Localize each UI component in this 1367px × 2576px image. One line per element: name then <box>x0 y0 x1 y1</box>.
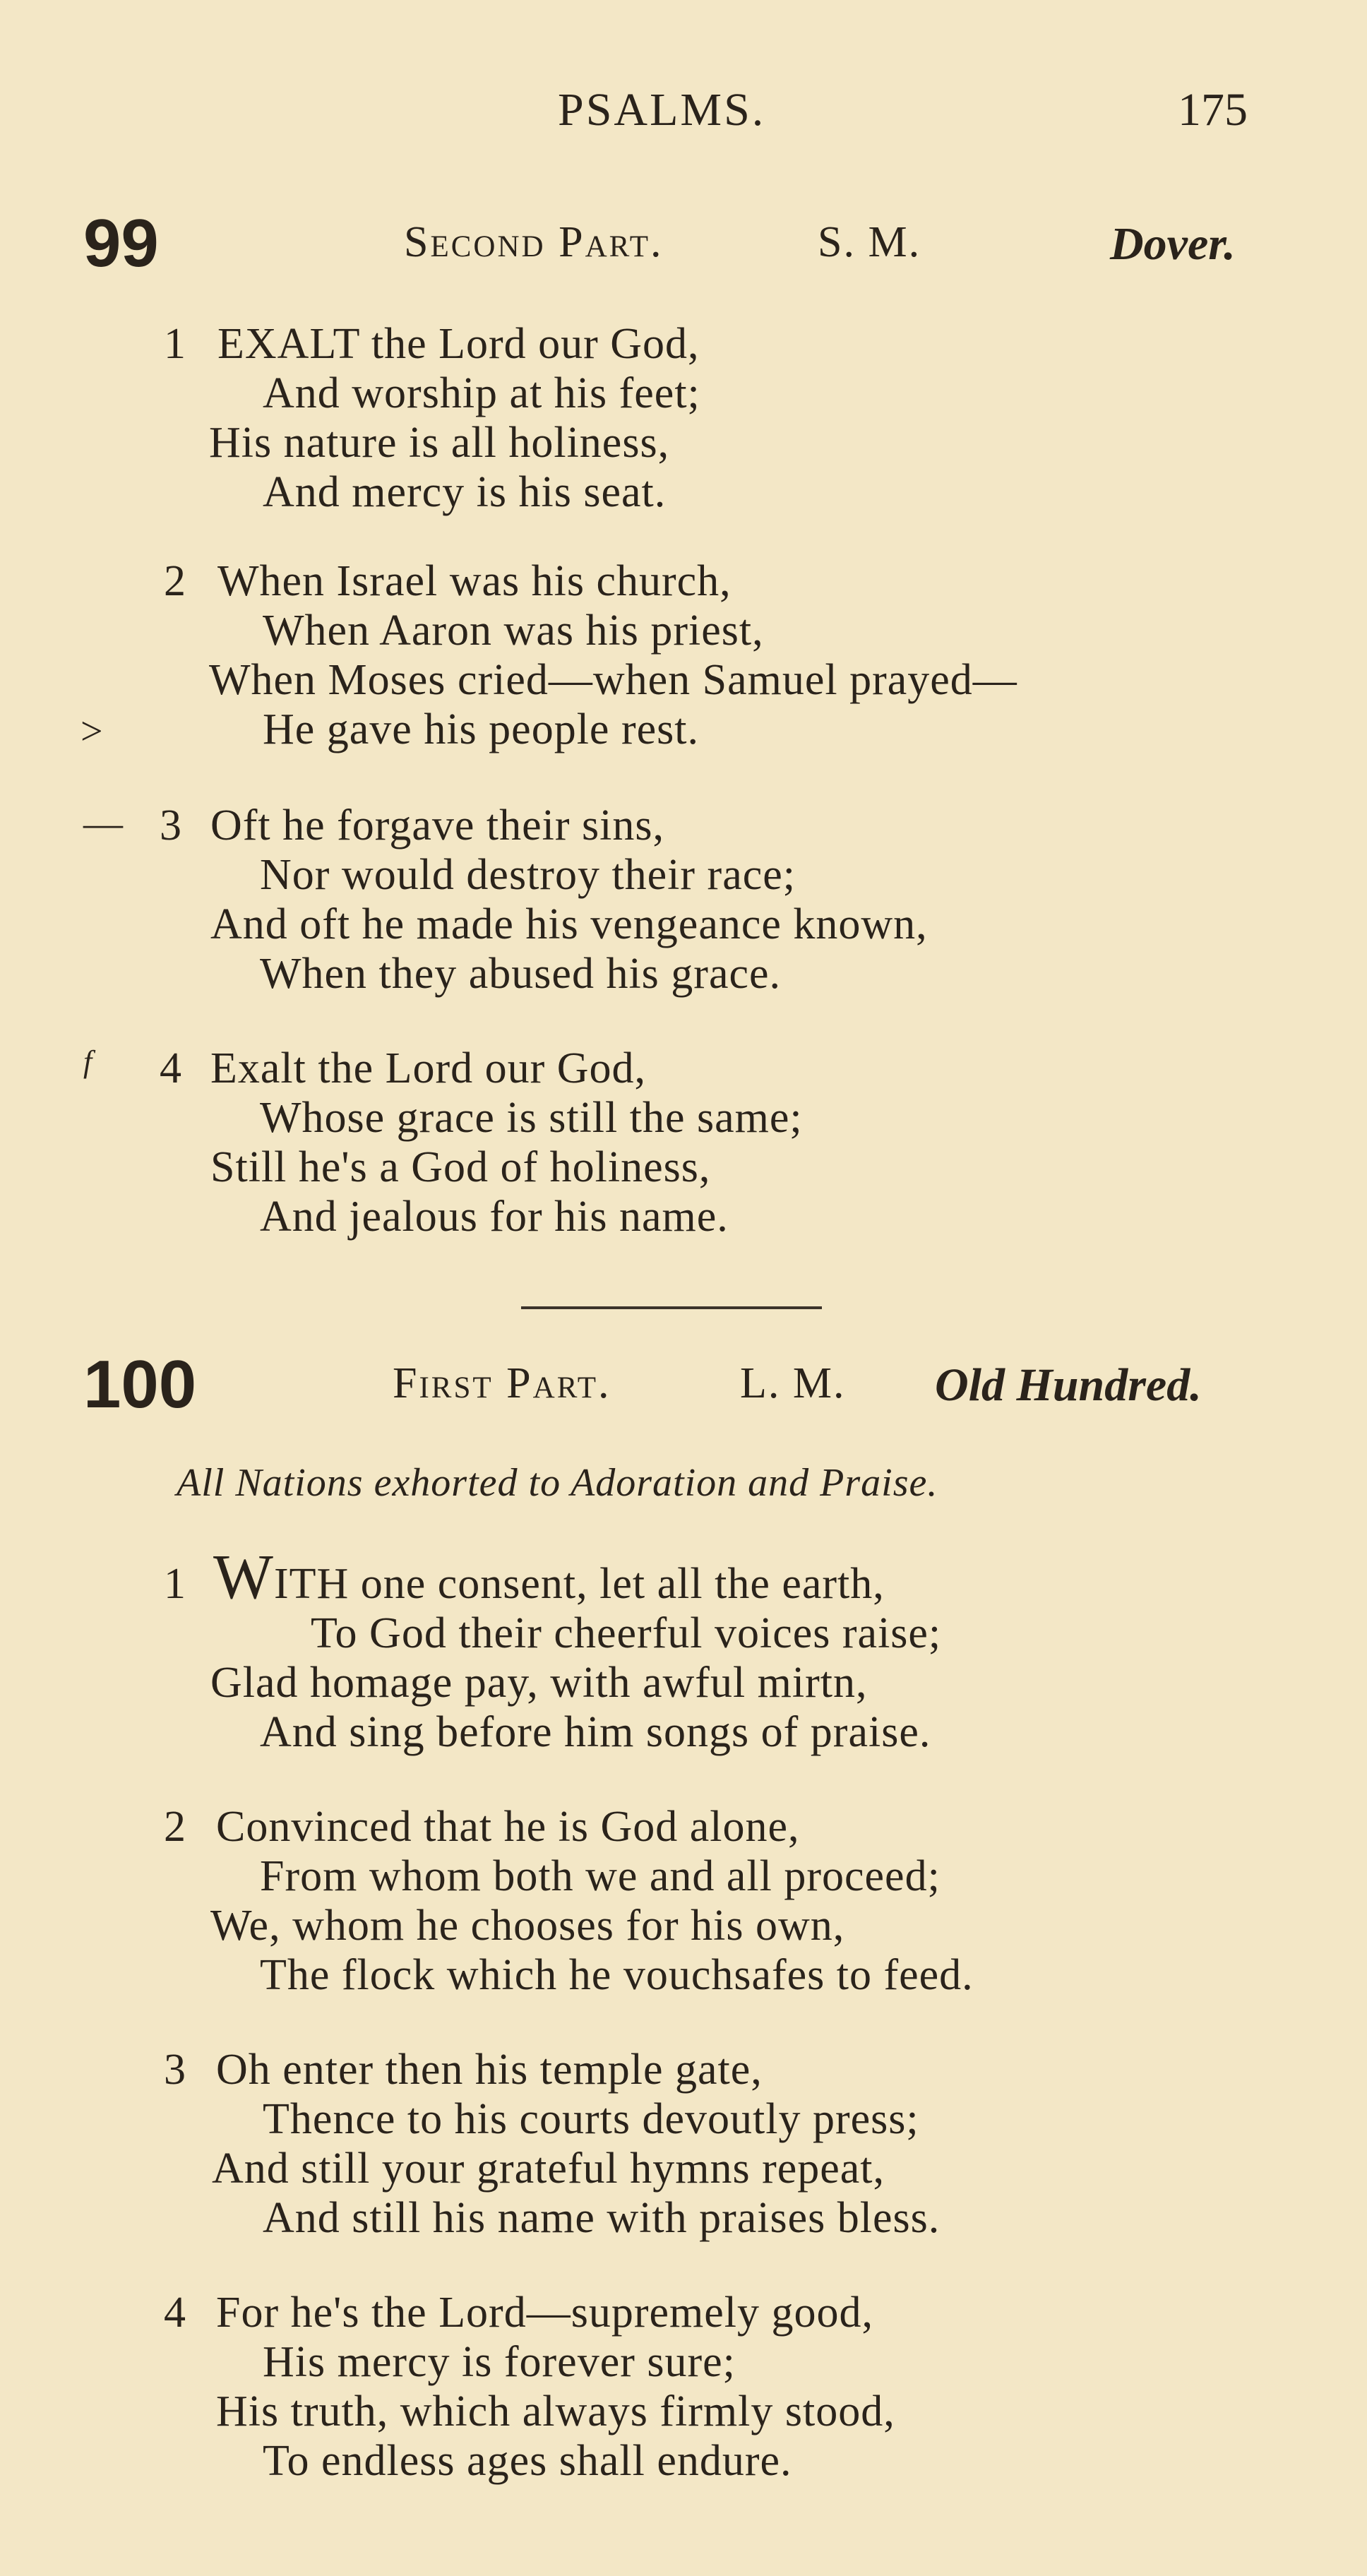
section-divider <box>521 1306 822 1309</box>
verse-line: And sing before him songs of praise. <box>260 1708 931 1756</box>
verse-line: And oft he made his vengeance known, <box>210 900 928 948</box>
verse-line: Nor would destroy their race; <box>260 851 796 899</box>
hymn-number: 100 <box>83 1347 197 1422</box>
verse-line: And mercy is his seat. <box>263 468 667 516</box>
hymn-subtitle: All Nations exhorted to Adoration and Praise. <box>177 1461 938 1505</box>
verse-line: When Aaron was his priest, <box>263 607 764 655</box>
stanza-number: 3 <box>164 2046 186 2094</box>
stanza-number: 4 <box>160 1044 181 1092</box>
verse-line: His truth, which always firmly stood, <box>216 2387 895 2435</box>
running-head <box>0 83 1367 140</box>
verse-line-with-dropcap <box>213 1542 885 1612</box>
verse-line: Glad homage pay, with awful mirtn, <box>210 1659 868 1707</box>
verse-line: His nature is all holiness, <box>209 419 670 467</box>
hymn-number: 99 <box>83 205 159 281</box>
verse-line: Thence to his courts devoutly press; <box>263 2095 919 2143</box>
page-number: 175 <box>1178 84 1248 136</box>
verse-line: His mercy is forever sure; <box>263 2338 736 2386</box>
drop-cap: W <box>213 1542 274 1612</box>
expression-mark: — <box>83 801 123 845</box>
hymn-tune: Dover. <box>1110 218 1236 270</box>
hymn-tune: Old Hundred. <box>935 1359 1202 1411</box>
verse-line: We, whom he chooses for his own, <box>210 1902 845 1950</box>
verse-line: Oh enter then his temple gate, <box>216 2046 763 2094</box>
stanza-number: 2 <box>164 1803 186 1851</box>
stanza-number: 2 <box>164 557 186 605</box>
verse-line: Oft he forgave their sins, <box>210 801 664 849</box>
verse-line: Whose grace is still the same; <box>260 1094 803 1142</box>
expression-mark: > <box>80 710 103 753</box>
hymn-part: Second Part. <box>404 218 664 266</box>
running-title: PSALMS. <box>558 84 766 136</box>
hymn-99-header <box>0 205 1367 282</box>
stanza-number: 1 <box>164 1560 186 1608</box>
verse-line: When Israel was his church, <box>217 557 732 605</box>
hymn-meter: L. M. <box>740 1359 846 1407</box>
verse-line: And jealous for his name. <box>260 1193 729 1241</box>
verse-line: From whom both we and all proceed; <box>260 1852 941 1900</box>
stanza-number: 3 <box>160 801 181 849</box>
verse-text: ITH one consent, let all the earth, <box>273 1560 885 1608</box>
verse-line: The flock which he vouchsafes to feed. <box>260 1951 974 1999</box>
hymn-meter: S. M. <box>818 218 921 266</box>
hymn-100-header <box>0 1346 1367 1424</box>
verse-line: Convinced that he is God alone, <box>216 1803 800 1851</box>
verse-line: To God their cheerful voices raise; <box>311 1609 942 1657</box>
verse-line: He gave his people rest. <box>263 705 699 753</box>
verse-line: And still your grateful hymns repeat, <box>212 2145 885 2193</box>
verse-line: Still he's a God of holiness, <box>210 1143 711 1191</box>
verse-line: EXALT the Lord our God, <box>217 320 700 368</box>
hymn-part: First Part. <box>393 1359 611 1407</box>
verse-line: And worship at his feet; <box>263 369 700 417</box>
verse-line: Exalt the Lord our God, <box>210 1044 647 1092</box>
verse-line: To endless ages shall endure. <box>263 2437 792 2485</box>
stanza-number: 1 <box>164 320 186 368</box>
verse-line: When Moses cried—when Samuel prayed— <box>209 656 1017 704</box>
verse-line: And still his name with praises bless. <box>263 2194 941 2242</box>
expression-mark: f <box>83 1044 92 1079</box>
verse-line: For he's the Lord—supremely good, <box>216 2289 873 2337</box>
verse-line: When they abused his grace. <box>260 950 782 998</box>
stanza-number: 4 <box>164 2289 186 2337</box>
